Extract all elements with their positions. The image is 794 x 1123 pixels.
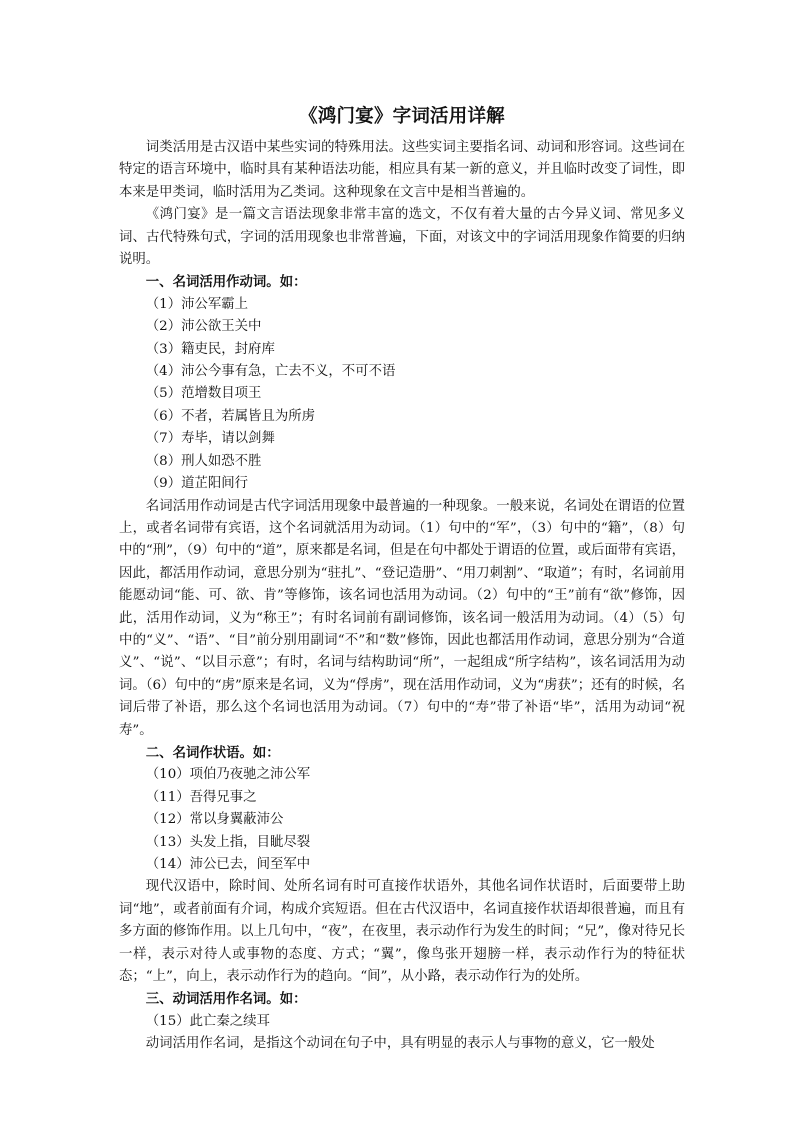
- example-10: （10）项伯乃夜驰之沛公军: [145, 767, 311, 783]
- example-2: （2）沛公欲王关中: [145, 319, 262, 335]
- example-5: （5）范增数目项王: [145, 386, 262, 402]
- section-heading-1: 一、名词活用作动词。如：: [145, 274, 307, 291]
- example-9: （9）道芷阳间行: [145, 476, 249, 492]
- example-14: （14）沛公已去，间至军中: [145, 857, 311, 872]
- section-1-explanation: 名词活用作动词是古代字词活用现象中最普遍的一种现象。一般来说，名词处在谓语的位置上，或者名词带有宾语，这个名词就活用为动词。（1）句中的“军”，（3）句中的“籍”，（8）句中的“刑”，（9）句中的“道”，原来都是名词，但是在句中都处于谓语的位置，或后面带有宾语，因此，都活用作动词，意思分别为“驻扎”、“登记造册”、“用刀刺割”、“取道”；有时，名词前用能愿动词“能、可、欲、肯”等修饰，该名词也活用为动词。（2）句中的“王”前有“欲”修饰，因此，活用作动词，义为“称王”；有时名词前有副词修饰，该名词一般活用为动词。（4）（5）句中的“义”、“语”、“目”前分别用副词“不”和“数”修饰，因此也都活用作动词，意思分别为“合道义”、“说”、“以目示意”；有时，名词与结构助词“所”，一起组成“所字结构”，该名词活用为动词。（6）句中的“虏”原来是名词，义为“俘虏”，现在活用作动词，义为“虏获”；还有的时候，名词后带了补语，那么这个名词也活用为动词。（7）句中的“寿”带了补语“毕”，活用为动词“祝寿”。: [119, 498, 685, 738]
- section-heading-3: 三、动词活用作名词。如：: [145, 991, 307, 1008]
- example-8: （8）刑人如恐不胜: [145, 453, 262, 469]
- example-15: （15）此亡秦之续耳: [145, 1013, 270, 1029]
- example-1: （1）沛公军霸上: [145, 296, 249, 312]
- example-7: （7）寿毕，请以剑舞: [145, 431, 275, 447]
- intro-paragraph-2: 《鸿门宴》是一篇文言语法现象非常丰富的选文，不仅有着大量的古今异义词、常见多义词、古代特殊句式，字词的活用现象也非常普遍，下面，对该文中的字词活用现象作简要的归纳说明。: [119, 207, 685, 268]
- example-4: （4）沛公今事有急，亡去不义，不可不语: [145, 364, 396, 380]
- section-heading-2: 二、名词作状语。如：: [145, 744, 280, 761]
- document-page: [119, 104, 685, 1056]
- section-3-explanation: 动词活用作名词，是指这个动词在句子中，具有明显的表示人与事物的意义，它一般处: [145, 1036, 655, 1052]
- section-2-explanation: 现代汉语中，除时间、处所名词有时可直接作状语外，其他名词作状语时，后面要带上助词“地”，或者前面有介词，构成介宾短语。但在古代汉语中，名词直接作状语却很普遍，而且有多方面的修饰作用。以上几句中，“夜”，在夜里，表示动作行为发生的时间；“兄”，像对待兄长一样，表示对待人或事物的态度、方式；“翼”，像鸟张开翅膀一样，表示动作行为的特征状态；“上”，向上，表示动作行为的趋向。“间”，从小路，表示动作行为的处所。: [119, 879, 685, 985]
- example-12: （12）常以身翼蔽沛公: [145, 812, 284, 828]
- example-3: （3）籍吏民，封府库: [145, 341, 275, 357]
- document-title: 《鸿门宴》字词活用详解: [299, 106, 505, 127]
- example-6: （6）不者，若属皆且为所虏: [145, 408, 316, 424]
- example-11: （11）吾得兄事之: [145, 789, 257, 805]
- intro-paragraph-1: 词类活用是古汉语中某些实词的特殊用法。这些实词主要指名词、动词和形容词。这些词在特定的语言环境中，临时具有某种语法功能，相应具有某一新的意义，并且临时改变了词性，即本来是甲类词，临时活用为乙类词。这种现象在文言中是相当普遍的。: [119, 140, 685, 200]
- example-13: （13）头发上指，目眦尽裂: [145, 834, 311, 850]
